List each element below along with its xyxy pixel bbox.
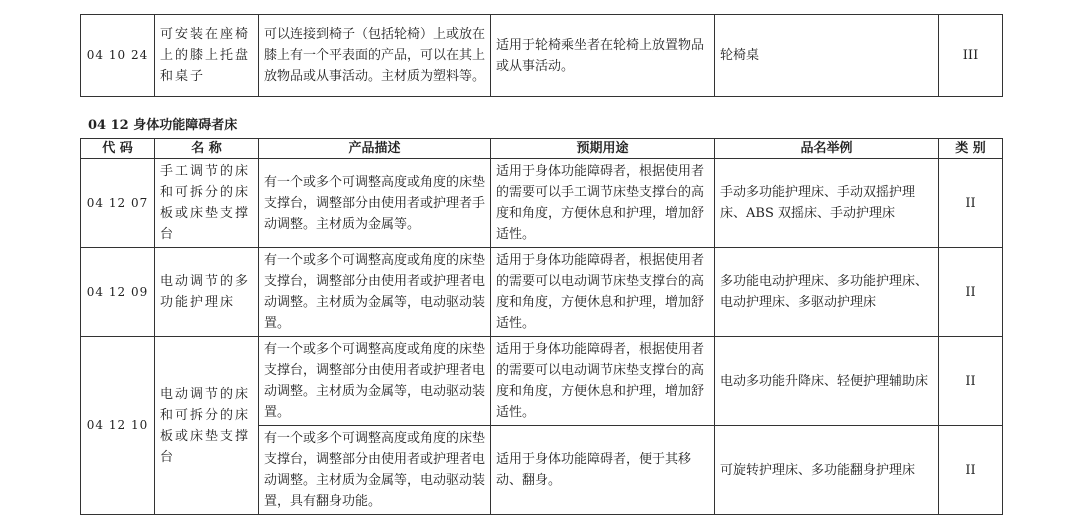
description-cell: 有一个或多个可调整高度或角度的床垫支撑台，调整部分由使用者或护理者电动调整。主材质为金属等，电动驱动装置。 <box>259 248 491 337</box>
beds-table <box>80 138 1003 515</box>
code-cell: 04 12 09 <box>81 248 155 337</box>
class-cell: II <box>939 426 1003 515</box>
table-row <box>81 159 1003 248</box>
examples-cell: 多功能电动护理床、多功能护理床、电动护理床、多驱动护理床 <box>715 248 939 337</box>
examples-cell: 电动多功能升降床、轻便护理辅助床 <box>715 337 939 426</box>
class-cell: III <box>939 15 1003 97</box>
use-cell: 适用于轮椅乘坐者在轮椅上放置物品或从事活动。 <box>491 15 715 97</box>
use-cell: 适用于身体功能障碍者，根据使用者的需要可以手工调节床垫支撑台的高度和角度，方便休息和护理，增加舒适性。 <box>491 159 715 248</box>
class-cell: II <box>939 159 1003 248</box>
use-cell: 适用于身体功能障碍者，根据使用者的需要可以电动调节床垫支撑台的高度和角度，方便休息和护理，增加舒适性。 <box>491 248 715 337</box>
description-cell: 有一个或多个可调整高度或角度的床垫支撑台，调整部分由使用者或护理者电动调整。主材质为金属等，电动驱动装置。 <box>259 337 491 426</box>
header-description: 产品描述 <box>259 139 491 159</box>
table-row <box>81 248 1003 337</box>
examples-cell: 轮椅桌 <box>715 15 939 97</box>
class-cell: II <box>939 337 1003 426</box>
name-cell: 可安装在座椅上的膝上托盘和桌子 <box>155 15 259 97</box>
header-class: 类 别 <box>939 139 1003 159</box>
table-row <box>81 337 1003 426</box>
continued-table <box>80 14 1003 97</box>
description-cell: 有一个或多个可调整高度或角度的床垫支撑台，调整部分由使用者或护理者手动调整。主材质为金属等。 <box>259 159 491 248</box>
header-use: 预期用途 <box>491 139 715 159</box>
header-code: 代 码 <box>81 139 155 159</box>
section-title: 04 12 身体功能障碍者床 <box>88 118 238 133</box>
name-cell: 电动调节的多功能护理床 <box>155 248 259 337</box>
examples-cell: 可旋转护理床、多功能翻身护理床 <box>715 426 939 515</box>
use-cell: 适用于身体功能障碍者，便于其移动、翻身。 <box>491 426 715 515</box>
code-cell: 04 12 10 <box>81 337 155 515</box>
class-cell: II <box>939 248 1003 337</box>
table-header-row <box>81 139 1003 159</box>
description-cell: 有一个或多个可调整高度或角度的床垫支撑台，调整部分由使用者或护理者电动调整。主材质为金属等，电动驱动装置，具有翻身功能。 <box>259 426 491 515</box>
name-cell: 电动调节的床和可拆分的床板或床垫支撑台 <box>155 337 259 515</box>
examples-cell: 手动多功能护理床、手动双摇护理床、ABS 双摇床、手动护理床 <box>715 159 939 248</box>
use-cell: 适用于身体功能障碍者，根据使用者的需要可以电动调节床垫支撑台的高度和角度，方便休息和护理，增加舒适性。 <box>491 337 715 426</box>
header-name: 名 称 <box>155 139 259 159</box>
table-row <box>81 15 1003 97</box>
name-cell: 手工调节的床和可拆分的床板或床垫支撑台 <box>155 159 259 248</box>
code-cell: 04 12 07 <box>81 159 155 248</box>
description-cell: 可以连接到椅子（包括轮椅）上或放在膝上有一个平表面的产品，可以在其上放物品或从事活动。主材质为塑料等。 <box>259 15 491 97</box>
header-examples: 品名举例 <box>715 139 939 159</box>
code-cell: 04 10 24 <box>81 15 155 97</box>
